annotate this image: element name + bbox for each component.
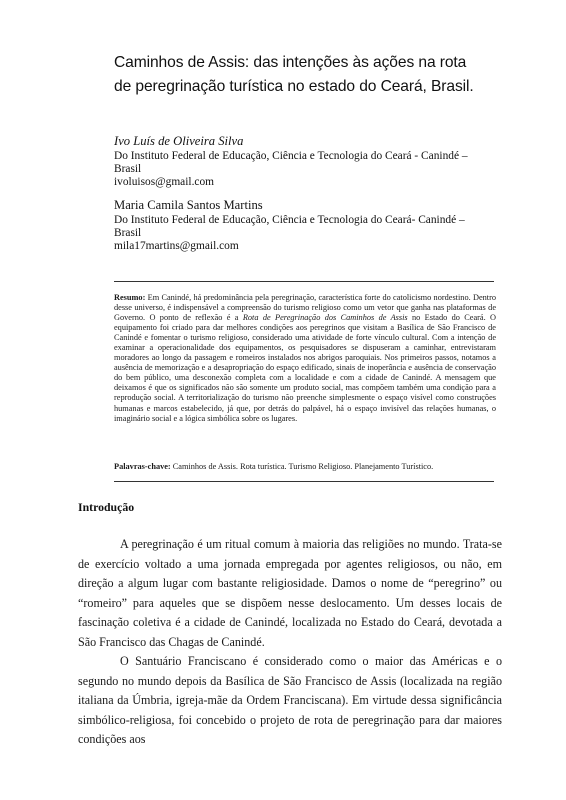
- body-paragraph-2: O Santuário Franciscano é considerado como o maior das Américas e o segundo no mundo depois da Basílica de São Francisco de Assis (localizada na região italiana da Úmbria, igreja-mãe da Ordem Franciscana). Em virtude dessa significância simbólico-religiosa, foi concebido o projeto de rota de peregrinação para dar maiores condições aos: [78, 654, 502, 746]
- author-affiliation: Do Instituto Federal de Educação, Ciência e Tecnologia do Ceará- Canindé –: [114, 214, 465, 226]
- paper-title: [114, 51, 514, 99]
- abstract-text-continued: no Estado do Ceará. O equipamento foi criado para dar melhores condições aos peregrinos que visitam a Basílica de São Francisco de Canindé e fomentar o turismo religioso, considerado uma atividade de forte vínculo cultural. Com a intenção de examinar a operacionalidade dos equipamentos, os pesquisadores se dispuseram a caminhar, entrevistaram moradores ao longo da passagem e romeiros instalados nos abrigos paroquiais. Nos primeiros passos, notamos a ausência de memorização e a desapropriação do espaço edificado, sinais de inoperância e ausência de conservação do bem público, uma desconexão completa com a localidade e com a cidade de Canindé. A mensagem que deixamos é que os significados não são somente um produto social, mas compõem também uma condição para a reprodução social. A territorialização do turismo não preenche simplesmente o espaço visível como construções humanas e marcos estabelecido, já que, por detrás do palpável, há o espaço invisível das relações humanas, o imaginário social e a lógica simbólica sobre os lugares.: [114, 313, 497, 423]
- author-block-1: [114, 134, 514, 190]
- author-name: Ivo Luís de Oliveira Silva: [114, 134, 244, 148]
- author-affiliation-country: Brasil: [114, 227, 142, 240]
- paper-title-line-2: de peregrinação turística no estado do Ceará, Brasil.: [114, 78, 474, 95]
- author-affiliation: Do Instituto Federal de Educação, Ciência e Tecnologia do Ceará - Canindé –: [114, 150, 468, 162]
- author-block-2: [114, 198, 514, 254]
- author-name: Maria Camila Santos Martins: [114, 198, 263, 212]
- body-paragraph-1: A peregrinação é um ritual comum à maioria das religiões no mundo. Trata-se de exercício voltado a uma jornada empregada por agentes religiosos, ou não, em direção a algum lugar com bastante religiosidade. Damos o nome de “peregrino” ou “romeiro” para aqueles que se dispõem nesse deslocamento. Um desses locais de fascinação coletiva é a cidade de Canindé, localizada no Estado do Ceará, devotada a São Francisco das Chagas de Canindé.: [78, 537, 502, 649]
- abstract: [114, 293, 496, 424]
- divider-top: [114, 281, 494, 282]
- divider-bottom: [114, 481, 494, 482]
- author-email: mila17martins@gmail.com: [114, 240, 239, 253]
- abstract-text: Em Canindé, há predominância pela peregrinação, característica forte do catolicismo nordestino. Dentro desse universo, é indispensável a compreensão do turismo religioso como um vetor que ganha nas plataformas de Governo. O ponto de reflexão é a: [114, 293, 496, 323]
- abstract-label: Resumo:: [114, 293, 146, 302]
- keywords: [114, 462, 504, 472]
- keywords-label: Palavras-chave:: [114, 462, 171, 471]
- paper-title-line-1: Caminhos de Assis: das intenções às ações na rota: [114, 54, 467, 71]
- author-affiliation-country: Brasil: [114, 163, 142, 176]
- section-heading: Introdução: [78, 500, 135, 514]
- abstract-route-name: Rota de Peregrinação dos Caminhos de Assis: [242, 313, 408, 323]
- keywords-text: Caminhos de Assis. Rota turística. Turismo Religioso. Planejamento Turístico.: [170, 462, 434, 471]
- author-email: ivoluisos@gmail.com: [114, 176, 215, 189]
